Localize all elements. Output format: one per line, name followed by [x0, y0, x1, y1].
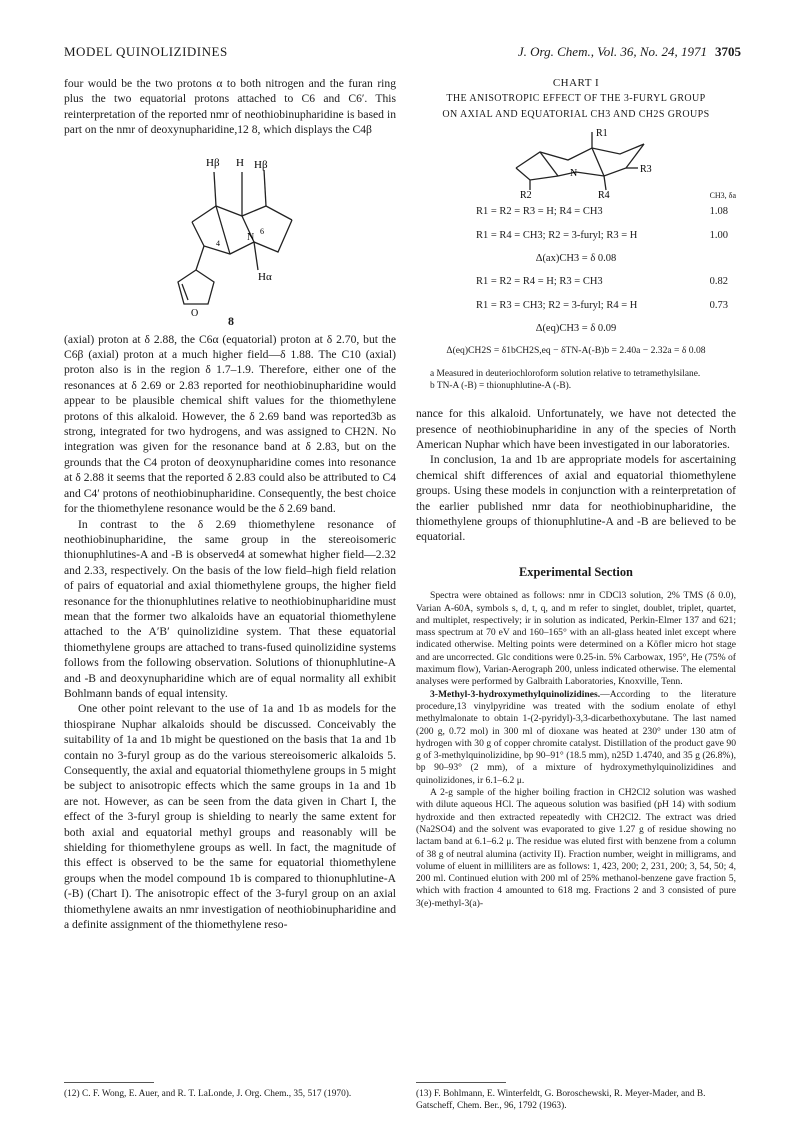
experimental-paragraph: Spectra were obtained as follows: nmr in CDCl3 solution, 2% TMS (δ 0.0), Varian A-60A, symbols s, d, t, q, and m refer to singlet, doublet, triplet, quartet, and multiplet, respectively; ir in solution as indicated, Perkin-Elmer 137 and 621; mass spectrum at 70 eV and 160–165° with an all-glass heated inlet except where indicated otherwise. Melting points were determined on a Köfler micro hot stage and are uncorrected. Glc conditions were 0.25-in. 5% Carbowax, 195°, He (75% of maximum flow), Varian-Aerograph 200, unless indicated otherwise. The elemental analyses were performed by Galbraith Laboratories, Knoxville, Tenn.	[416, 590, 736, 688]
subsection-text: —According to the literature procedure,13 vinylpyridine was treated with the sodium enolate of ethyl methylmalonate to obtain 1-(2-pyridyl)-3,3-dicarbethoxybutane. The last named (200 g, 0.72 mol) in 300 ml of dioxane was heated at 230° under 130 atm of hydrogen with 30 g of copper chromite catalyst. Distillation of the product gave 90 g of 3-methylquinolizidine, bp 90–91° (18.5 mm), n25D 1.4740, and 35 g (26.8%), bp 90–93° (2 mm), of a mixture of hydroxymethylquinolizidines and quinolizidones, ir 6.1–6.2 μ.	[416, 688, 736, 786]
footnote-12: (12) C. F. Wong, E. Auer, and R. T. LaLonde, J. Org. Chem., 35, 517 (1970).	[64, 1089, 352, 1099]
row-value: 1.08	[709, 206, 728, 218]
structure-8-drawing	[154, 142, 314, 317]
chart-row	[416, 200, 736, 224]
section-heading: Experimental Section	[519, 564, 633, 579]
paragraph: In contrast to the δ 2.69 thiomethylene resonance of neothiobinupharidine, the same group in the stereoisomeric thionuphlutines-A and -B is observed4 at somewhat higher field—2.32 and 2.33, respectively. On the basis of the low field–high field relation of pairs of equatorial and axial thiomethylene groups, the higher field resonance for the thionuphlutines relative to neothiobinupharidine must mean that the former two alkaloids have an equatorial thiomethylene attached to the A′B′ quinolizidine system. That these equatorial thiomethylene groups are attached to trans-fused quinolizidine systems follows from the following observation. Solutions of thionuphlutine-A and -B and deoxynupharidine which are of equal normality all exhibit Bohlmann bands of equal intensity.	[64, 517, 396, 700]
h-alpha-label: Hα	[258, 270, 272, 283]
row-formula: R1 = R4 = CH3; R2 = 3-furyl; R3 = H	[476, 230, 638, 242]
chart-footnote-b: b TN-A (-B) = thionuphlutine-A (-B).	[430, 381, 572, 392]
footnote-rule	[416, 1082, 506, 1083]
paragraph: (axial) proton at δ 2.88, the C6α (equatorial) proton at δ 2.70, but the C6β (axial) proton at a much higher field—δ 1.88. The C10 (axial) proton also is in the region δ 1.7–1.9. Therefore, either one of the resonances at δ 2.69 or 2.83 reported for neothiobinupharidine would appear to be plausible chemical shift values for the thiomethylene protons of this alkaloid. However, the δ 2.69 band was reported3b as strong, integrated for two hydrogens, and was assigned to CH2N. No integration was given for the resonance band at δ 2.83, but on the grounds that the C4 proton of deoxynupharidine comes into resonance at δ 2.88 it seems that the reported δ 2.83 could also be attributed to C4 and C4′ protons of neothiobinupharidine. Consequently, the best choice for the thiomethylene resonance would be the δ 2.69 band.	[64, 332, 396, 516]
page-number: 3705	[715, 44, 741, 59]
delta-ch2s: Δ(eq)CH2S = δ1bCH2S,eq − δTN-A(-B)b = 2.40a − 2.32a = δ 0.08	[446, 345, 706, 357]
paragraph: nance for this alkaloid. Unfortunately, we have not detected the presence of neothiobinupharidine in any of the species of North American Nuphar which have been investigated in our laboratories.	[416, 407, 736, 452]
nitrogen-label: N	[570, 168, 578, 180]
quinolizidine-drawing	[496, 124, 676, 198]
h-label: H	[236, 156, 244, 169]
nitrogen-label: N	[247, 231, 255, 243]
chart-footnotes	[416, 368, 736, 392]
header-section-title: MODEL QUINOLIZIDINES	[64, 44, 228, 59]
h-beta-label-2: Hβ	[254, 158, 268, 171]
left-column	[64, 76, 396, 932]
footnote-rule	[64, 1082, 154, 1083]
chart-row	[416, 270, 736, 294]
row-value: 1.00	[709, 230, 728, 242]
row-value: 0.73	[709, 300, 728, 312]
header-citation	[518, 44, 741, 60]
paragraph: One other point relevant to the use of 1a and 1b as models for the thiospirane Nuphar alkaloids should be discussed. Conceivably the suitability of 1a and 1b might be questioned on the basis that 1a and 1b contain no 3-furyl group as do the various stereoisomeric alkaloids 5. Consequently, the axial and equatorial thiomethylene groups in 5 might be subject to anisotropic effects which the same groups in 1a and 1b are not. However, as can be seen from the data given in Chart I, the effect of the 3-furyl group is shielding to nearly the same extent for both axial and equatorial methyl groups and reasonably will be shielding for thiomethylene groups as well. In fact, the magnitude of this effect is observed to be the same for equatorial thiomethylene groups when the model compound 1b is compared to thionuphlutine-A (-B) (Chart I). The anisotropic effect of the 3-furyl group on an axial thiomethylene awaits an nmr investigation of neothiobinupharidine and a definite assignment of the thiomethylene reso-	[64, 702, 396, 932]
r1-label: R1	[596, 128, 608, 140]
footnote-13: (13) F. Bohlmann, E. Winterfeldt, G. Boroschewski, R. Meyer-Mader, and B. Gatscheff, Chem. Ber., 96, 1792 (1963).	[416, 1089, 706, 1111]
r2-label: R2	[520, 190, 532, 199]
structure-8-figure	[64, 142, 396, 332]
chart-title: CHART I	[552, 77, 600, 89]
running-header	[64, 44, 741, 64]
structure-8-number: 8	[228, 313, 234, 328]
quinolizidine-structure	[416, 124, 736, 200]
right-column	[416, 76, 736, 910]
row-formula: R1 = R3 = CH3; R2 = 3-furyl; R4 = H	[476, 300, 638, 312]
chart-row	[416, 224, 736, 248]
header-journal: J. Org. Chem., Vol. 36, No. 24, 1971	[517, 44, 707, 59]
chart-caption-line-1: THE ANISOTROPIC EFFECT OF THE 3-FURYL GROUP	[446, 93, 706, 105]
h-beta-label-1: Hβ	[206, 156, 220, 169]
delta-axial: Δ(ax)CH3 = δ 0.08	[535, 253, 617, 265]
paragraph: In conclusion, 1a and 1b are appropriate models for ascertaining chemical shift differences of axial and equatorial thiomethylene groups. Using these models in conjunction with a reinterpretation of the earlier published nmr data for neothiobinupharidine, the thiomethylene groups of thionuphlutine-A and -B are believed to be equatorial.	[416, 453, 736, 544]
chart-footnote-a: a Measured in deuteriochloroform solution relative to tetramethylsilane.	[430, 369, 701, 380]
oxygen-label: O	[191, 307, 199, 317]
column-heading: CH3, δa	[709, 191, 736, 201]
c6-label: 6	[260, 226, 264, 236]
r4-label: R4	[598, 190, 610, 199]
c4-label: 4	[216, 238, 220, 248]
row-formula: R1 = R2 = R3 = H; R4 = CH3	[476, 206, 603, 218]
experimental-paragraph	[416, 689, 736, 787]
chart-row	[416, 294, 736, 318]
delta-equatorial: Δ(eq)CH3 = δ 0.09	[535, 323, 617, 335]
row-value: 0.82	[709, 276, 728, 288]
subsection-title: 3-Methyl-3-hydroxymethylquinolizidines.	[430, 688, 601, 700]
r3-label: R3	[640, 164, 652, 176]
chart-caption-line-2: ON AXIAL AND EQUATORIAL CH3 AND CH2S GROUPS	[442, 108, 710, 120]
paragraph: four would be the two protons α to both nitrogen and the furan ring plus the two equatorial protons attached to C6 and C6′. This reinterpretation of the reported nmr of neothiobinupharidine is based in part on the nmr of deoxynupharidine,12 8, which displays the C4β	[64, 77, 396, 137]
row-formula: R1 = R2 = R4 = H; R3 = CH3	[476, 276, 603, 288]
experimental-paragraph: A 2-g sample of the higher boiling fraction in CH2Cl2 solution was washed with dilute aqueous HCl. The aqueous solution was basified (pH 14) with sodium hydroxide and then extracted repeatedly with CH2Cl2. The extract was dried (Na2SO4) and the solvent was evaporated to give 1.27 g of residue showing no lactam band at 6.1–6.2 μ. The residue was eluted first with benzene from a column of 38 g of neutral alumina (activity II). Fraction number, weight in milligrams, and volume of eluent in milliliters are as follows: 1, 423, 200; 2, 231, 200; 3, 54, 50; 4, 200 ml. Continued elution with 200 ml of 25% methanol-benzene gave fraction 5, which with fraction 4 amounted to 618 mg. Fractions 2 and 3 consisted of pure 3(e)-methyl-3(a)-	[416, 787, 736, 909]
